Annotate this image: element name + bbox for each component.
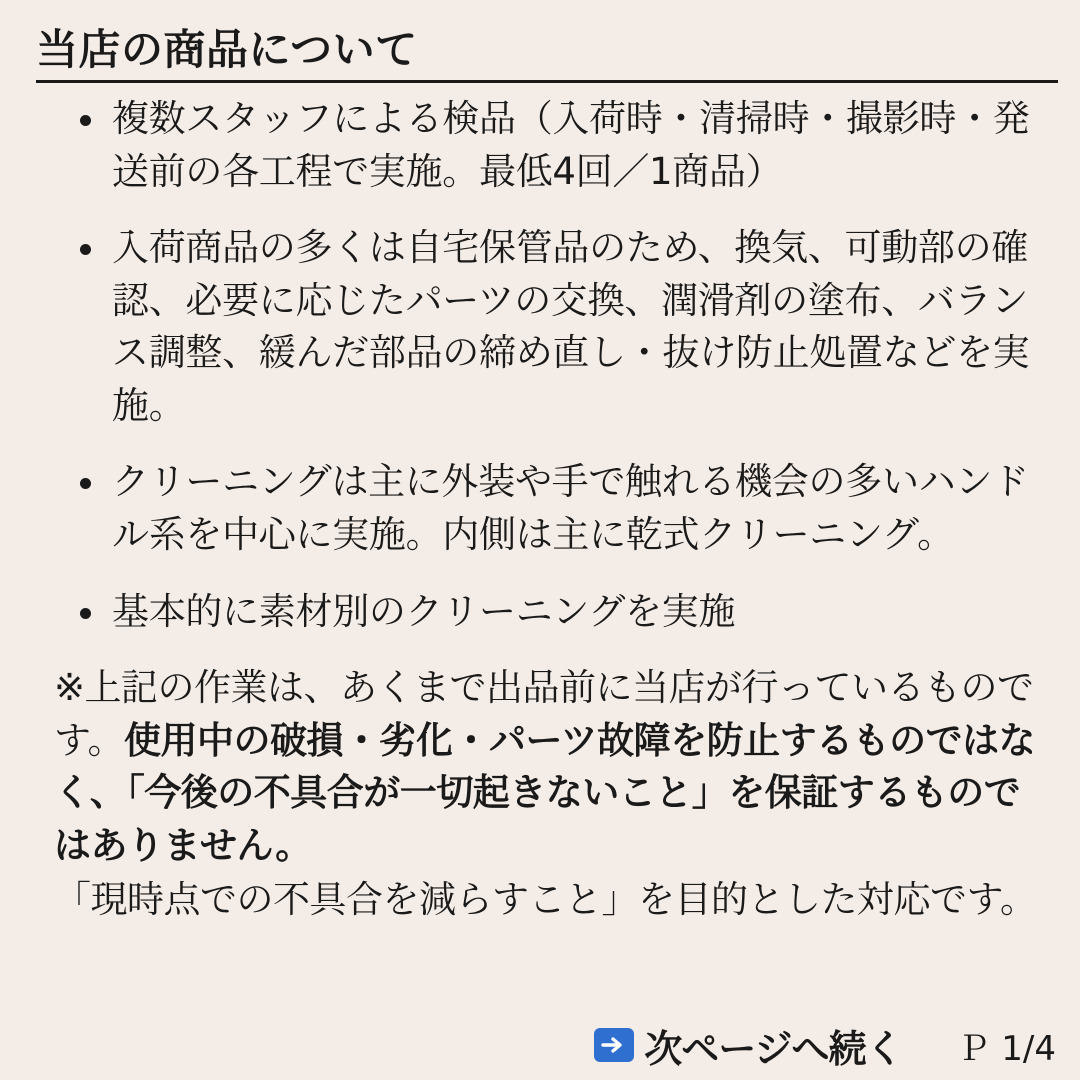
disclaimer-bold: 使用中の破損・劣化・パーツ故障を防止するものではなく、「今後の不具合が一切起きないこと」を保証するものではありません。: [54, 718, 1036, 867]
disclaimer-suffix-paragraph: 「現時点での不具合を減らすこと」を目的とした対応です。: [54, 878, 1037, 922]
list-item: 基本的に素材別のクリーニングを実施: [74, 586, 1050, 639]
next-page-indicator: [594, 1018, 902, 1073]
disclaimer-prefix: ※上記の作業は、あくまで出品前に当店が行っているものです。: [54, 666, 1034, 762]
list-item: 入荷商品の多くは自宅保管品のため、換気、可動部の確認、必要に応じたパーツの交換、潤滑剤の塗布、バランス調整、緩んだ部品の締め直し・抜け防止処置などを実施。: [74, 222, 1050, 432]
page-footer: [0, 1016, 1080, 1074]
right-arrow-icon: [594, 1028, 634, 1062]
bullet-list: [28, 93, 1058, 638]
disclaimer-paragraph: [54, 662, 1050, 872]
list-item: クリーニングは主に外装や手で触れる機会の多いハンドル系を中心に実施。内側は主に乾式クリーニング。: [74, 456, 1050, 561]
next-page-label: 次ページへ続く: [644, 1026, 903, 1071]
list-item: 複数スタッフによる検品（入荷時・清掃時・撮影時・発送前の各工程で実施。最低4回／1商品）: [74, 93, 1050, 198]
page-title: 当店の商品について: [36, 26, 1058, 83]
page-number: Ｐ 1/4: [956, 1028, 1056, 1069]
